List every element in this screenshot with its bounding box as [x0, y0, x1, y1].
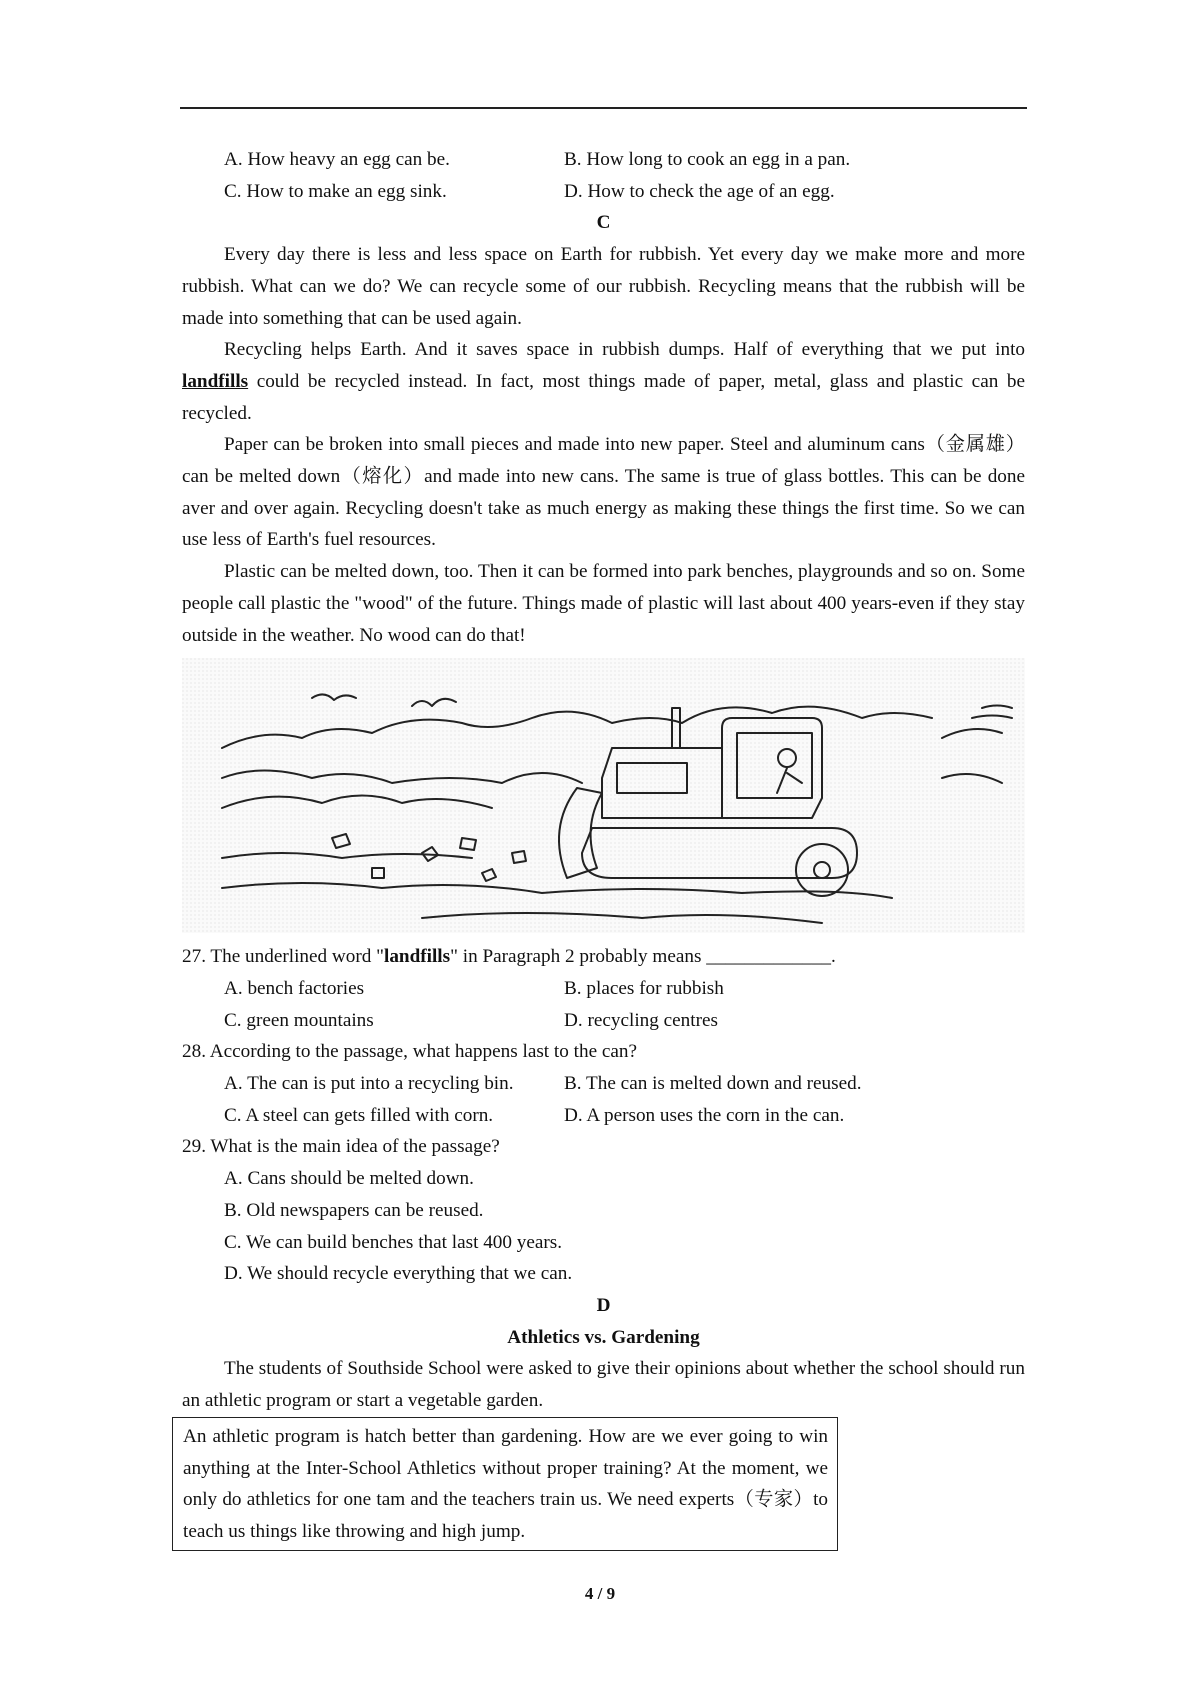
q28-option-c: C. A steel can gets filled with corn.	[224, 1104, 494, 1126]
q29-option-d: D. We should recycle everything that we can.	[224, 1263, 573, 1285]
q27-word: landfills	[383, 946, 451, 968]
section-c-paragraph-4: Plastic can be melted down, too. Then it can be formed into park benches, playgrounds and so on. Some people call plastic the "wood" of the future. Things made of plastic will last about 400 years-even if they stay outside in the weather. No wood can do that!	[182, 561, 1025, 646]
prev-options-row-2	[182, 176, 1025, 208]
q27-option-c: C. green mountains	[224, 1009, 374, 1031]
section-c-heading: C	[596, 212, 611, 234]
bulldozer-landfill-illustration	[182, 658, 1025, 933]
p2-text-after: could be recycled instead. In fact, most things made of paper, metal, glass and plastic can be recycled.	[182, 370, 1025, 424]
p2-text-before: Recycling helps Earth. And it saves space in rubbish dumps. Half of everything that we put into	[224, 339, 1025, 361]
option-a: A. How heavy an egg can be.	[224, 149, 450, 170]
section-c-paragraph-1: Every day there is less and less space on Earth for rubbish. Yet every day we make more and more rubbish. What can we do? We can recycle some of our rubbish. Recycling means that the rubbish will be made into something that can be used again.	[182, 244, 1025, 329]
opinion-box: An athletic program is hatch better than gardening. How are we ever going to win anything at the Inter-School Athletics without proper training? At the moment, we only do athletics for one tam and the teachers train us. We need experts（专家）to teach us things like throwing and high jump.	[172, 1417, 838, 1551]
q27-text-before: 27. The underlined word "	[182, 946, 384, 968]
section-d-intro: The students of Southside School were asked to give their opinions about whether the school should run an athletic program or start a vegetable garden.	[182, 1358, 1025, 1412]
page-content	[182, 144, 1025, 1551]
q28-option-b: B. The can is melted down and reused.	[564, 1073, 862, 1095]
q28-options-row-2	[182, 1100, 1025, 1132]
q27-text-after: " in Paragraph 2 probably means _____________.	[450, 946, 836, 968]
q29-option-c: C. We can build benches that last 400 years.	[224, 1231, 563, 1253]
q28-option-d: D. A person uses the corn in the can.	[564, 1104, 845, 1126]
prev-options-row-1	[182, 144, 1025, 176]
question-28: 28. According to the passage, what happens last to the can?	[182, 1041, 638, 1063]
section-c-paragraph-2	[182, 334, 1025, 429]
underlined-word-landfills: landfills	[182, 370, 249, 392]
q27-options-row-2	[182, 1005, 1025, 1037]
option-b: B. How long to cook an egg in a pan.	[564, 149, 851, 170]
option-c: C. How to make an egg sink.	[224, 180, 447, 202]
illustration-background	[182, 658, 1025, 933]
bulldozer-illustration-svg	[182, 658, 1025, 933]
q27-options-row-1	[182, 973, 1025, 1005]
section-d-title: Athletics vs. Gardening	[507, 1326, 700, 1348]
header-rule	[180, 107, 1027, 109]
q29-option-a: A. Cans should be melted down.	[224, 1168, 474, 1190]
question-27	[182, 941, 1025, 973]
page-number: 4 / 9	[584, 1584, 616, 1603]
q27-option-d: D. recycling centres	[564, 1009, 718, 1031]
option-d: D. How to check the age of an egg.	[564, 180, 835, 202]
section-d-heading: D	[596, 1294, 611, 1316]
q28-options-row-1	[182, 1068, 1025, 1100]
question-29: 29. What is the main idea of the passage?	[182, 1136, 500, 1158]
q29-option-b: B. Old newspapers can be reused.	[224, 1199, 484, 1221]
section-c-paragraph-3: Paper can be broken into small pieces and made into new paper. Steel and aluminum cans（金属雄）can be melted down（熔化）and made into new cans. The same is true of glass bottles. This can be done aver and over again. Recycling doesn't take as much energy as making these things the first time. So we can use less of Earth's fuel resources.	[182, 434, 1025, 551]
q28-option-a: A. The can is put into a recycling bin.	[224, 1073, 514, 1095]
q27-option-a: A. bench factories	[224, 977, 365, 999]
q27-option-b: B. places for rubbish	[564, 977, 724, 999]
